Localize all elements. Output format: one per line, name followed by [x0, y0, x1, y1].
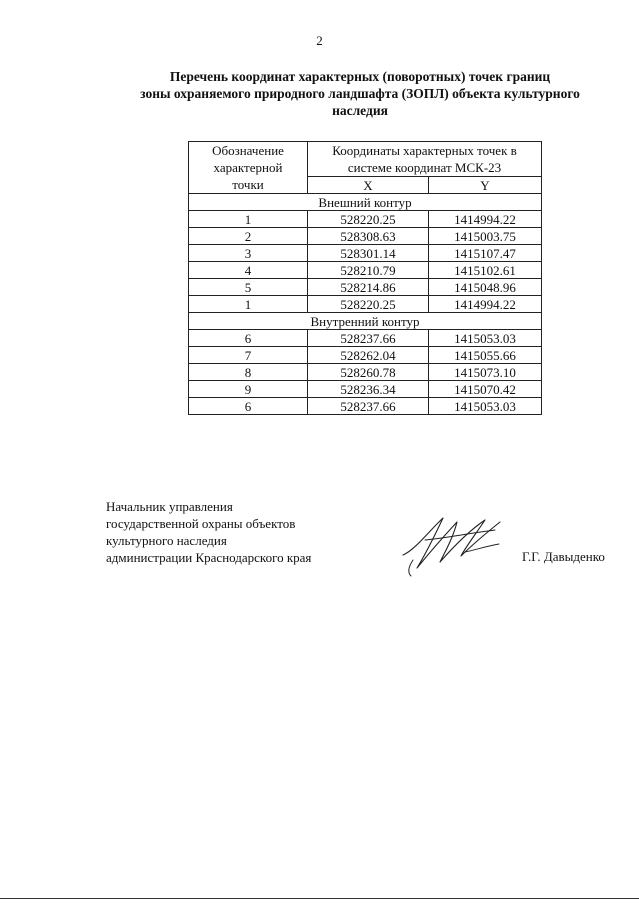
point-cell: 4: [189, 262, 308, 279]
point-cell: 5: [189, 279, 308, 296]
point-cell: 6: [189, 398, 308, 415]
x-coordinate-cell: 528214.86: [308, 279, 429, 296]
table-row: [189, 364, 542, 381]
y-coordinate-cell: 1415055.66: [429, 347, 542, 364]
x-coordinate-cell: 528220.25: [308, 296, 429, 313]
table-row: [189, 211, 542, 228]
y-column-header: Y: [429, 177, 542, 194]
x-coordinate-cell: 528262.04: [308, 347, 429, 364]
y-coordinate-cell: 1415003.75: [429, 228, 542, 245]
x-coordinate-cell: 528237.66: [308, 330, 429, 347]
handwritten-signature: [395, 500, 505, 580]
x-coordinate-cell: 528308.63: [308, 228, 429, 245]
x-coordinate-cell: 528237.66: [308, 398, 429, 415]
table-row: [189, 296, 542, 313]
page-number: 2: [316, 33, 323, 48]
x-coordinate-cell: 528220.25: [308, 211, 429, 228]
y-coordinate-cell: 1415048.96: [429, 279, 542, 296]
point-designation-header: [189, 142, 308, 194]
coordinates-header: [308, 142, 542, 177]
signer-line: государственной охраны объектов: [106, 516, 296, 531]
point-cell: 8: [189, 364, 308, 381]
title-line: зоны охраняемого природного ландшафта (ЗОПЛ) объекта культурного: [140, 86, 580, 101]
point-cell: 3: [189, 245, 308, 262]
x-column-header: X: [308, 177, 429, 194]
x-coordinate-cell: 528210.79: [308, 262, 429, 279]
signer-position: [106, 498, 311, 566]
point-cell: 2: [189, 228, 308, 245]
x-coordinate-cell: 528301.14: [308, 245, 429, 262]
point-cell: 1: [189, 296, 308, 313]
document-title: [95, 68, 625, 119]
point-cell: 6: [189, 330, 308, 347]
title-line: Перечень координат характерных (поворотных) точек границ: [169, 69, 551, 84]
contour-section-row: [189, 313, 542, 330]
table-row: [189, 398, 542, 415]
signer-line: администрации Краснодарского края: [106, 550, 312, 565]
header-text: системе координат МСК-23: [347, 160, 502, 175]
contour-section-row: [189, 194, 542, 211]
table-row: [189, 381, 542, 398]
table-row: [189, 347, 542, 364]
x-coordinate-cell: 528236.34: [308, 381, 429, 398]
table-row: [189, 330, 542, 347]
y-coordinate-cell: 1415107.47: [429, 245, 542, 262]
table-row: [189, 228, 542, 245]
y-coordinate-cell: 1415073.10: [429, 364, 542, 381]
y-coordinate-cell: 1414994.22: [429, 211, 542, 228]
title-line: наследия: [332, 103, 388, 118]
y-coordinate-cell: 1415053.03: [429, 398, 542, 415]
signer-name: Г.Г. Давыденко: [522, 549, 605, 564]
x-coordinate-cell: 528260.78: [308, 364, 429, 381]
table-row: [189, 245, 542, 262]
y-coordinate-cell: 1415102.61: [429, 262, 542, 279]
point-cell: 7: [189, 347, 308, 364]
header-text: Обозначение: [212, 143, 284, 158]
point-cell: 1: [189, 211, 308, 228]
signer-line: культурного наследия: [106, 533, 227, 548]
table-body: [189, 194, 542, 415]
table-row: [189, 262, 542, 279]
table-header-row: [189, 142, 542, 177]
table-row: [189, 279, 542, 296]
header-text: характерной: [213, 160, 283, 175]
signer-line: Начальник управления: [106, 499, 233, 514]
page-bottom-divider: [0, 898, 639, 899]
header-text: точки: [232, 177, 264, 192]
point-cell: 9: [189, 381, 308, 398]
header-text: Координаты характерных точек в: [332, 143, 517, 158]
contour-section-label: Внутренний контур: [189, 313, 542, 330]
coordinates-table: [188, 141, 542, 415]
y-coordinate-cell: 1415070.42: [429, 381, 542, 398]
contour-section-label: Внешний контур: [189, 194, 542, 211]
y-coordinate-cell: 1415053.03: [429, 330, 542, 347]
y-coordinate-cell: 1414994.22: [429, 296, 542, 313]
